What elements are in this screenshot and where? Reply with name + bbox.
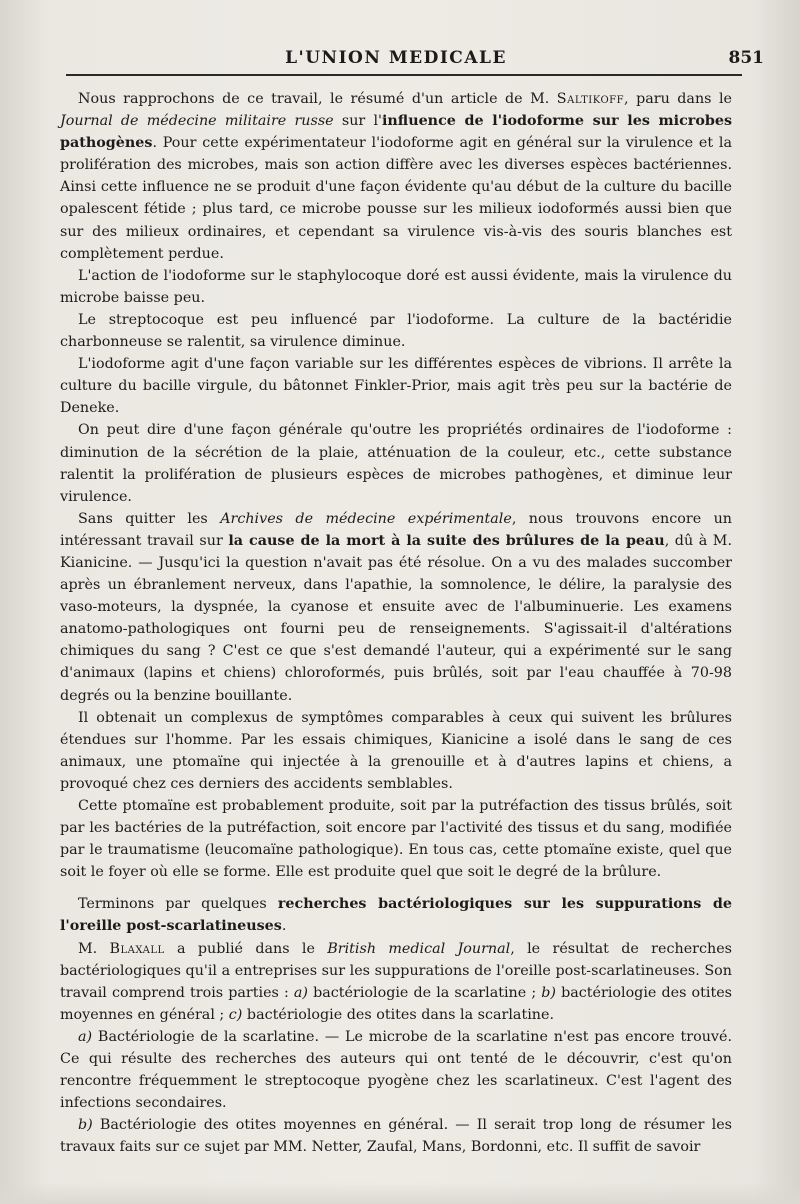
text-run: Blaxall — [109, 940, 165, 957]
paragraph-p7 — [60, 707, 732, 795]
text-run: On peut dire d'une façon générale qu'outre les propriétés ordinaires de l'iodoforme : diminution de la sécrétion de la plaie, atténuation de la couleur, etc., cette substance ralentit la prolifération de plusieurs espèces de microbes pathogènes, et diminue leur virulence. — [60, 422, 732, 505]
paragraph-p6 — [60, 508, 732, 707]
paragraph-p8 — [60, 795, 732, 883]
text-run: Il obtenait un complexus de symptômes comparables à ceux qui suivent les brûlures étendues sur l'homme. Par les essais chimiques, Kianicine a isolé dans le sang de ces animaux, une ptomaïne qui injectée à la grenouille et à d'autres lapins et chiens, a provoqué chez ces derniers des accidents semblables. — [60, 709, 732, 792]
text-run: bactériologie des otites moyennes en général ; — [60, 984, 732, 1023]
text-run: bactériologie de la scarlatine ; — [308, 984, 542, 1001]
text-run: Archives de médecine expérimentale — [220, 510, 512, 527]
text-run: Bactériologie des otites moyennes en général. — Il serait trop long de résumer les travaux faits sur ce sujet par MM. Netter, Zaufal, Mans, Bordonni, etc. Il suffit de savoir — [60, 1117, 732, 1156]
paragraph-p1 — [60, 88, 732, 265]
text-run: L'iodoforme agit d'une façon variable sur les différentes espèces de vibrions. Il arrête la culture du bacille virgule, du bâtonnet Finkler-Prior, mais agit très peu sur la bactérie de Deneke. — [60, 356, 732, 417]
text-run: , paru dans le — [624, 91, 733, 107]
text-run: Journal de médecine militaire russe — [60, 113, 334, 130]
paragraph-p10 — [60, 938, 732, 1026]
text-run: British medical Journal — [327, 940, 511, 957]
text-run: , dû à M. Kianicine. — Jusqu'ici la question n'avait pas été résolue. On a vu des malades succomber après un ébranlement nerveux, dans l'apathie, la somnolence, le délire, la paralysie des vaso-moteurs, la dyspnée, la cyanose et ensuite avec de l'albuminuerie. Les examens anatomo-pathologiques ont fourni peu de renseignements. S'agissait-il d'altérations chimiques du sang ? C'est ce que s'est demandé l'auteur, qui a expérimenté sur le sang d'animaux (lapins et chiens) chloroformés, puis brûlés, soit par l'eau chauffée à 70-98 degrés ou la benzine bouillante. — [60, 532, 732, 704]
running-head — [60, 44, 764, 74]
paragraph-p4 — [60, 353, 732, 419]
text-run: Cette ptomaïne est probablement produite, soit par la putréfaction des tissus brûlés, soit par les bactéries de la putréfaction, soit encore par l'activité des tissus et du sang, modifiée par le traumatisme (leucomaïne pathologique). En tous cas, cette ptomaïne existe, quel que soit le foyer où elle se forme. Elle est produite quel que soit le degré de la brûlure. — [60, 798, 732, 881]
paragraph-p5 — [60, 419, 732, 507]
text-run: Saltikoff — [556, 91, 625, 107]
journal-title: L'UNION MEDICALE — [285, 48, 507, 68]
text-run: . Pour cette expérimentateur l'iodoforme agit en général sur la virulence et la prolifération des microbes, mais son action diffère avec les diverses espèces bactériennes. Ainsi cette influence ne se produit d'une façon évidente qu'au début de la culture du bacille opalescent fétide ; plus tard, ce microbe pousse sur les milieux iodoformés aussi bien que sur des milieux ordinaires, et cependant sa virulence vis-à-vis des souris blanches est complètement perdue. — [60, 135, 732, 262]
paragraph-p9 — [60, 893, 732, 937]
text-run: sur l' — [333, 113, 382, 130]
text-run: Bactériologie de la scarlatine. — Le microbe de la scarlatine n'est pas encore trouvé. Ce qui résulte des recherches des auteurs qui ont tenté de le découvrir, c'est qu'on rencontre fréquemment le streptocoque pyogène chez les scarlatineux. C'est l'agent des infections secondaires. — [60, 1028, 732, 1112]
text-run: L'action de l'iodoforme sur le staphylocoque doré est aussi évidente, mais la virulence du microbe baisse peu. — [60, 267, 732, 306]
text-run: b) — [78, 1117, 93, 1134]
text-run: . — [281, 918, 287, 935]
header-rule — [66, 74, 742, 76]
text-run: Le streptocoque est peu influencé par l'iodoforme. La culture de la bactéridie charbonneuse se ralentit, sa virulence diminue. — [60, 311, 732, 351]
paragraph-p2 — [60, 265, 732, 309]
paragraph-p3 — [60, 309, 732, 353]
paragraph-p12 — [60, 1114, 732, 1158]
text-run: influence de l'iodoforme sur les microbes pathogènes — [60, 113, 732, 152]
text-run: Sans quitter les — [78, 510, 221, 527]
paragraph-p11 — [60, 1026, 732, 1114]
text-run: Nous rapprochons de ce travail, le résumé d'un article de M. — [78, 91, 557, 107]
page-edge — [0, 1182, 800, 1204]
text-run: a publié dans le — [164, 940, 328, 957]
page-number: 851 — [728, 48, 764, 68]
text-run: bactériologie des otites dans la scarlatine. — [242, 1006, 554, 1023]
text-run: Terminons par quelques — [78, 896, 278, 913]
text-run: recherches bactériologiques sur les suppurations de l'oreille post-scarlatineuses — [60, 896, 733, 935]
text-run: , le résultat de recherches bactériologiques qu'il a entreprises sur les suppurations de l'oreille post-scarlatineuses. Son travail comprend trois parties : — [60, 940, 733, 1001]
text-run: M. — [78, 940, 110, 957]
article-body — [60, 88, 732, 1159]
text-run: c) — [228, 1006, 243, 1023]
text-run: b) — [541, 984, 556, 1001]
text-run: la cause de la mort à la suite des brûlures de la peau — [228, 532, 665, 549]
text-run: , nous trouvons encore un intéressant travail sur — [60, 510, 732, 549]
text-run: a) — [293, 984, 309, 1001]
text-run: a) — [78, 1028, 93, 1045]
